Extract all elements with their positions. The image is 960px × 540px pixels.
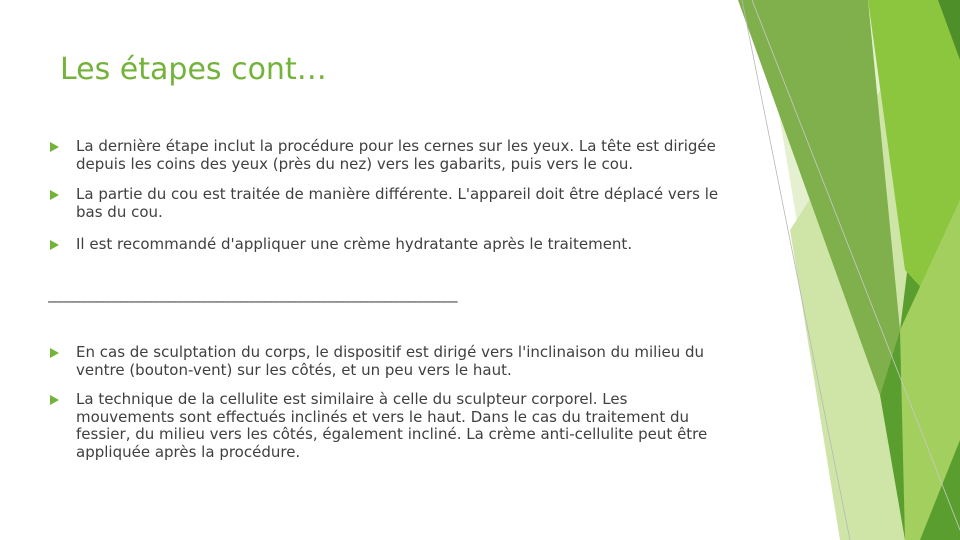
bullet-item bbox=[48, 344, 728, 379]
bullet-item bbox=[48, 391, 728, 461]
slide-title: Les étapes cont… bbox=[60, 52, 327, 87]
bullet-list-top bbox=[48, 138, 728, 254]
triangle-bullet-icon bbox=[50, 348, 59, 358]
bullet-text: En cas de sculptation du corps, le dispositif est dirigé vers l'inclinaison du milieu du ventre (bouton-vent) sur les côtés, et un peu vers le haut. bbox=[76, 343, 705, 379]
bullet-item bbox=[48, 138, 728, 173]
triangle-bullet-icon bbox=[50, 190, 59, 200]
triangle-bullet-icon bbox=[50, 142, 59, 152]
bullet-text: Il est recommandé d'appliquer une crème hydratante après le traitement. bbox=[76, 235, 633, 253]
bullet-item bbox=[48, 186, 728, 221]
separator-line: ____________________________________________________________________ bbox=[48, 285, 456, 303]
bullet-list-bottom bbox=[48, 344, 728, 461]
bullet-text: La technique de la cellulite est similaire à celle du sculpteur corporel. Les mouvements sont effectués inclinés et vers le haut. Dans le cas du traitement du fessier, du milieu vers les côtés, également incliné. La crème anti-cellulite peut être appliquée après la procédure. bbox=[76, 390, 708, 461]
bullet-item bbox=[48, 236, 728, 254]
bullet-text: La partie du cou est traitée de manière différente. L'appareil doit être déplacé vers le bas du cou. bbox=[76, 185, 719, 221]
triangle-bullet-icon bbox=[50, 240, 59, 250]
triangle-bullet-icon bbox=[50, 395, 59, 405]
bullet-text: La dernière étape inclut la procédure pour les cernes sur les yeux. La tête est dirigée depuis les coins des yeux (près du nez) vers les gabarits, puis vers le cou. bbox=[76, 137, 716, 173]
